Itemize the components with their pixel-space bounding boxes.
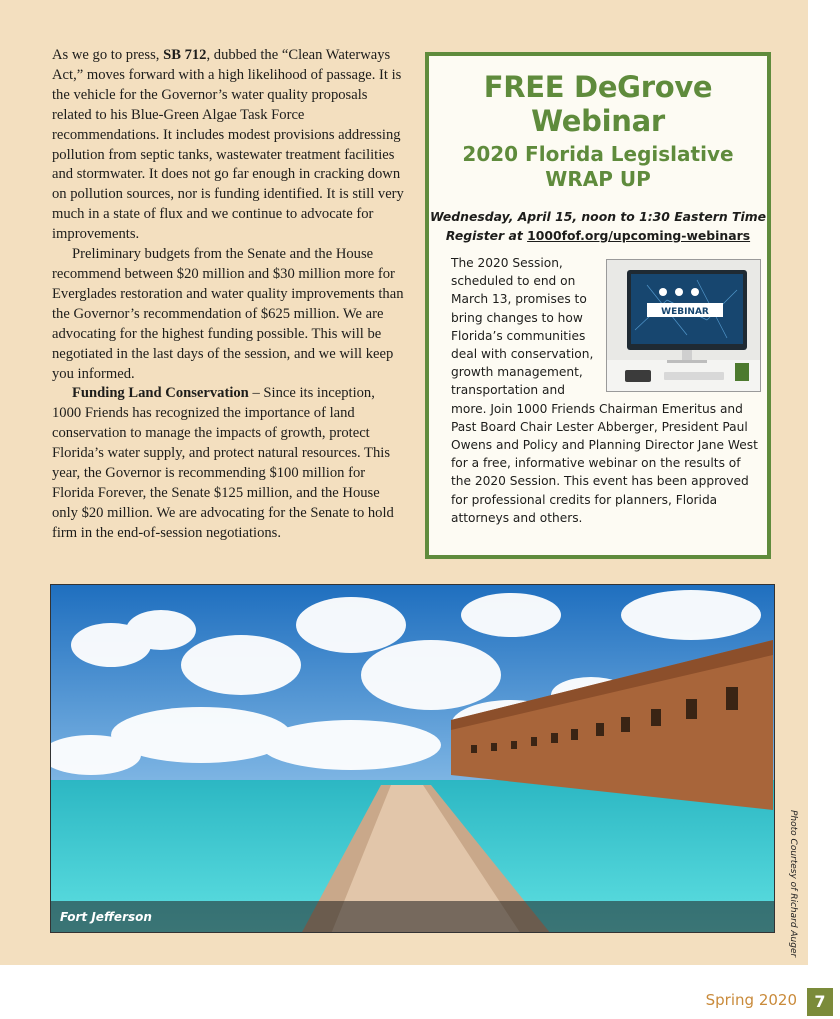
svg-text:WEBINAR: WEBINAR bbox=[661, 307, 709, 317]
page-number: 7 bbox=[807, 988, 833, 1016]
article-column bbox=[52, 46, 404, 544]
fort-photo-illustration bbox=[51, 585, 775, 933]
webinar-image bbox=[606, 259, 761, 392]
photo-credit: Photo Courtesy of Richard Auger bbox=[788, 810, 798, 958]
register-link[interactable]: 1000fof.org/upcoming-webinars bbox=[527, 228, 751, 243]
article-paragraph-3: Funding Land Conservation – Since its inception, 1000 Friends has recognized the importance of land conservation to manage the impacts of growth, protect Florida’s water supply, and protect natural resources. This year, the Governor is recommending $100 million for Florida Forever, the Senate $125 million, and the House only $20 million. We are advocating for the Senate to hold firm in the end-of-session negotiations. bbox=[52, 385, 394, 541]
webinar-title: FREE DeGrove Webinar bbox=[483, 70, 713, 138]
webinar-register: Register at 1000fof.org/upcoming-webinars bbox=[445, 228, 751, 243]
article-paragraph-1: As we go to press, SB 712, dubbed the “Clean Waterways Act,” moves forward with a high likelihood of passage. It is the vehicle for the Governor’s water quality proposals related to his Blue-Green Algae Task Force recommendations. It includes modest provisions addressing pollution from septic tanks, wastewater treatment facilities and stormwater. It does not go far enough in cracking down on pollution sources, nor is funding identified. It is still very much in a state of flux and we continue to advocate for improvements. bbox=[52, 47, 404, 243]
issue-label: Spring 2020 bbox=[705, 991, 797, 1009]
caption-bar bbox=[51, 901, 774, 932]
webinar-box bbox=[425, 52, 771, 559]
section-heading: Funding Land Conservation bbox=[72, 385, 249, 402]
monitor-icon bbox=[607, 260, 761, 392]
bill-name: SB 712 bbox=[163, 47, 207, 63]
fort-jefferson-photo bbox=[50, 584, 775, 933]
article-paragraph-2: Preliminary budgets from the Senate and the House recommend between $20 million and $30 million more for Everglades restoration and water quality improvements than the Governor’s recommendation of $625 million. We are advocating for the highest funding possible. This will be negotiated in the last days of the session, and we will keep you informed. bbox=[52, 246, 404, 382]
photo-caption: Fort Jefferson bbox=[60, 910, 152, 924]
webinar-date: Wednesday, April 15, noon to 1:30 Eastern Time bbox=[429, 209, 767, 224]
webinar-body: WEBINAR The 2020 Session, scheduled to end on March 13, promises to bring changes to how Florida’s communities deal with conservation, growth management, transportation and more. Join 1000 Friends Chairman Emeritus and Past Board Chair Lester Abberger, President Paul Owens and Policy and Planning Director Jane West for a free, informative webinar on the results of the 2020 Session. This event has been approved for professional credits for planners, Florida attorneys and others. bbox=[451, 254, 761, 527]
webinar-subtitle: 2020 Florida Legislative WRAP UP bbox=[462, 142, 734, 191]
